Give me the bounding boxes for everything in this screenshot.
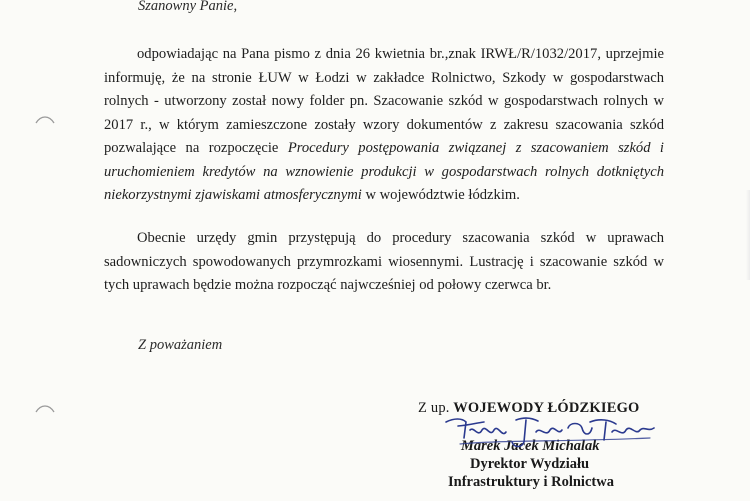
margin-hole-mark-icon (34, 113, 56, 127)
paragraph-2 (104, 227, 664, 298)
procedure-title-italic: niekorzystnymi zjawiskami atmosferycznymi (104, 187, 362, 203)
procedure-title-italic: uruchomieniem kredytów na wznowienie produkcji w gospodarstwach rolnych dotkniętych (104, 163, 664, 180)
paragraph-2-line: tych uprawach będzie można rozpocząć najwcześniej od połowy czerwca br. (104, 277, 552, 293)
paragraph-1-text-regular: w województwie łódzkim. (365, 187, 520, 203)
paragraph-1-line: rolnych - utworzony został nowy folder pn. Szacowanie szkód w gospodarstwach rolnych w (104, 93, 664, 109)
signature-authority-name: WOJEWODY ŁÓDZKIEGO (453, 400, 640, 416)
page-edge-shadow (746, 190, 750, 280)
signature-prefix: Z up. (418, 400, 450, 416)
margin-hole-mark-icon (34, 402, 56, 416)
handwritten-signature-icon (440, 408, 660, 452)
signatory-department: Infrastruktury i Rolnictwa (448, 474, 614, 490)
closing: Z poważaniem (138, 337, 223, 353)
paragraph-1-text-regular: pozwalające na rozpoczęcie (104, 140, 279, 156)
paragraph-2-line: sadowniczych spowodowanych przymrozkami wiosennymi. Lustrację i szacowanie szkód w (104, 253, 664, 270)
paragraph-2-line: Obecnie urzędy gmin przystępują do procedury szacowania szkód w uprawach (137, 230, 664, 246)
signatory-title: Dyrektor Wydziału (470, 456, 590, 472)
paragraph-1-line (104, 184, 664, 208)
paragraph-1 (104, 43, 664, 208)
paragraph-1-line (104, 137, 664, 161)
paragraph-1-line: 2017 r., w którym zamieszczone zostały wzory dokumentów z zakresu szacowania szkód (104, 116, 664, 133)
paragraph-1-line: informuję, że na stronie ŁUW w Łodzi w zakładce Rolnictwo, Szkody w gospodarstwach (104, 69, 664, 86)
paragraph-1-line: odpowiadając na Pana pismo z dnia 26 kwietnia br.,znak IRWŁ/R/1032/2017, uprzejmie (137, 46, 664, 62)
procedure-title-italic: Procedury postępowania związanej z szacowaniem szkód i (287, 140, 664, 156)
signatory-name: Marek Jacek Michalak (461, 438, 600, 454)
salutation: Szanowny Panie, (138, 0, 238, 14)
